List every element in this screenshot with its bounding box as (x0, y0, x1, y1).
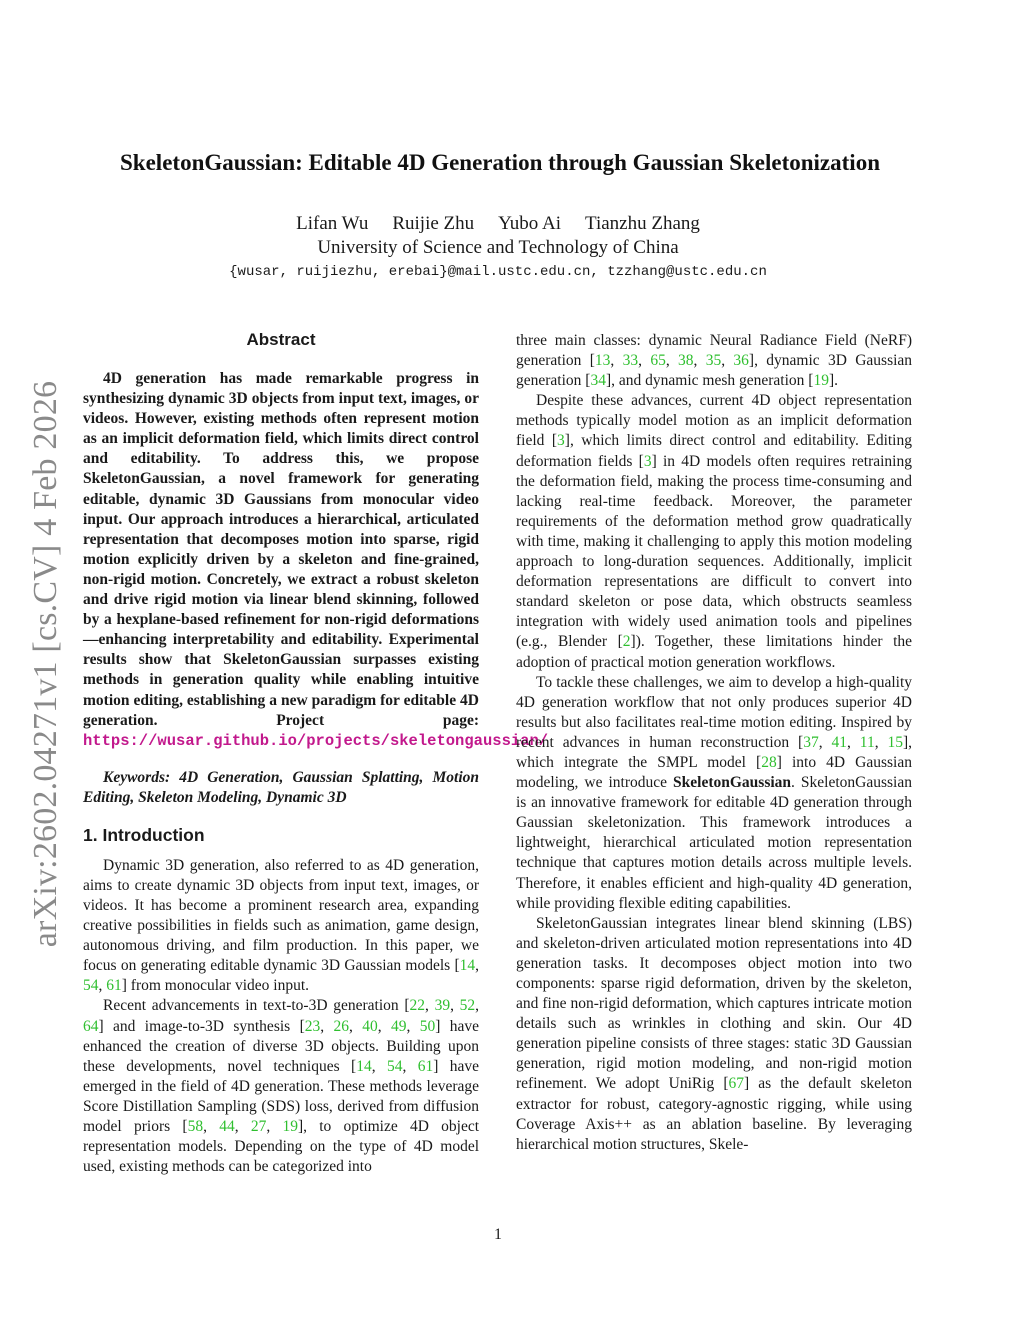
citation-link[interactable]: 27 (250, 1118, 267, 1135)
author: Lifan Wu (296, 213, 369, 234)
page-number: 1 (494, 1226, 502, 1243)
citation-link[interactable]: 3 (643, 452, 652, 470)
project-page-link[interactable]: https://wusar.github.io/projects/skeletongaussian/ (83, 731, 549, 750)
citation-link[interactable]: 38 (678, 352, 694, 370)
citation-link[interactable]: 37 (803, 733, 819, 751)
intro-paragraph: Despite these advances, current 4D object representation methods typically model motion as an implicit deformation field [3], which limits direct control and editability. Editing deformation fields [3] in 4D models often requires retraining the deformation field, making the process time-consuming and lacking real-time feedback. Moreover, the parameter requirements of the deformation method grow quadratically with time, making it challenging to apply this motion modeling approach to long-duration sequences. Additionally, implicit deformation representations are difficult to convert into standard skeleton or pose data, which obstructs seamless integration with widely used animation tools and pipelines (e.g., Blender [2]). Together, these limitations hinder the adoption of practical motion generation workflows. (516, 392, 913, 671)
citation-link[interactable]: 19 (813, 372, 829, 390)
right-column (516, 331, 912, 1155)
citation-link[interactable]: 2 (622, 633, 631, 651)
citation-link[interactable]: 28 (761, 753, 777, 771)
citation-link[interactable]: 41 (831, 733, 847, 751)
author: Ruijie Zhu (392, 213, 475, 234)
citation-link[interactable]: 14 (356, 1057, 372, 1075)
intro-paragraph: Dynamic 3D generation, also referred to as 4D generation, aims to create dynamic 3D objects from input text, images, or videos. It has become a prominent research area, expanding creative possibilities in fields such as animation, game design, autonomous driving, and film production. In this paper, we focus on generating editable dynamic 3D Gaussian models [14, 54, 61] from monocular video input. (83, 856, 479, 995)
citation-link[interactable]: 65 (650, 352, 666, 370)
citation-link[interactable]: 26 (333, 1017, 349, 1035)
author-list (0, 213, 996, 235)
citation-link[interactable]: 50 (419, 1017, 436, 1035)
left-column (83, 328, 549, 1177)
citation-link[interactable]: 39 (434, 997, 451, 1015)
citation-link[interactable]: 61 (106, 977, 122, 995)
citation-link[interactable]: 67 (728, 1075, 745, 1093)
abstract-heading: Abstract (246, 330, 316, 349)
abstract-text: 4D generation has made remarkable progress in synthesizing dynamic 3D objects from input text, images, or videos. However, existing methods often represent motion as an implicit deformation field, which limits direct control and editability. To address this, we propose SkeletonGaussian, a novel framework for generating editable, dynamic 3D Gaussians from monocular video input. Our approach introduces a hierarchical, articulated representation that decomposes motion into sparse, rigid motion explicitly driven by a skeleton and fine-grained, non-rigid motion. Concretely, we extract a robust skeleton and drive rigid motion via linear blend skinning, followed by a hexplane-based refinement for non-rigid deformations—enhancing interpretability and editability. Experimental results show that SkeletonGaussian surpasses existing methods in generation quality while enabling intuitive motion editing, establishing a new paradigm for editable 4D generation. Project page: (83, 370, 479, 729)
citation-link[interactable]: 23 (304, 1017, 321, 1035)
citation-link[interactable]: 33 (622, 352, 639, 370)
paper-title: SkeletonGaussian: Editable 4D Generation through Gaussian Skeletonization (120, 150, 880, 175)
citation-link[interactable]: 54 (83, 977, 99, 995)
citation-link[interactable]: 3 (557, 432, 565, 450)
citation-link[interactable]: 44 (219, 1118, 235, 1135)
author-emails: {wusar, ruijiezhu, erebai}@mail.ustc.edu.cn, tzzhang@ustc.edu.cn (229, 264, 767, 280)
citation-link[interactable]: 49 (390, 1017, 407, 1035)
arxiv-identifier: arXiv:2602.04271v1 [cs.CV] 4 Feb 2026 (27, 380, 64, 948)
arxiv-stamp (16, 378, 76, 950)
citation-link[interactable]: 13 (594, 352, 611, 370)
citation-link[interactable]: 58 (187, 1118, 204, 1135)
citation-link[interactable]: 36 (733, 352, 749, 370)
citation-link[interactable]: 34 (590, 372, 606, 390)
citation-link[interactable]: 61 (417, 1057, 434, 1075)
citation-link[interactable]: 35 (705, 352, 722, 370)
framework-name: SkeletonGaussian (673, 774, 792, 792)
section-heading-introduction: 1. Introduction (83, 824, 205, 845)
citation-link[interactable]: 11 (859, 733, 875, 751)
author: Yubo Ai (498, 213, 561, 234)
citation-link[interactable]: 54 (386, 1057, 403, 1075)
citation-link[interactable]: 14 (459, 957, 476, 975)
intro-paragraph: three main classes: dynamic Neural Radiance Field (NeRF) generation [13, 33, 65, 38, 35, 36], dynamic 3D Gaussian generation [34], and dynamic mesh generation [19]. (516, 332, 913, 390)
keywords: Keywords: 4D Generation, Gaussian Splatting, Motion Editing, Skeleton Modeling, Dynamic 3D (83, 768, 479, 806)
affiliation: University of Science and Technology of China (317, 237, 679, 258)
abstract-body (83, 369, 549, 751)
citation-link[interactable]: 22 (409, 997, 425, 1015)
citation-link[interactable]: 15 (887, 733, 903, 751)
citation-link[interactable]: 52 (459, 997, 476, 1015)
author: Tianzhu Zhang (585, 213, 700, 234)
intro-paragraph: To tackle these challenges, we aim to develop a high-quality 4D generation workflow that not only produces superior 4D results but also facilitates real-time motion editing. Inspired by recent advances in human reconstruction [37, 41, 11, 15], which integrate the SMPL model [28] into 4D Gaussian modeling, we introduce SkeletonGaussian. SkeletonGaussian is an innovative framework for editable 4D generation through Gaussian skeletonization. This framework introduces a lightweight, hierarchical articulated motion representation technique that captures motion details across multiple levels. Therefore, it enables efficient and high-quality 4D generation, while providing flexible editing capabilities. (516, 673, 913, 912)
citation-link[interactable]: 64 (83, 1017, 99, 1035)
intro-paragraph: SkeletonGaussian integrates linear blend skinning (LBS) and skeleton-driven articulated motion representations into 4D generation tasks. It decomposes object motion into two components: sparse rigid deformation, driven by the skeleton, and fine non-rigid deformation, which captures intricate motion details such as wrinkles in clothing and skin. Our 4D generation pipeline consists of three stages: static 3D Gaussian generation, rigid motion modeling, and non-rigid motion refinement. We adopt UniRig [67] as the default skeleton extractor for robust, category-agnostic rigging, while using Coverage Axis++ as an ablation baseline. By leveraging hierarchical motion structures, Skele- (516, 914, 912, 1153)
citation-link[interactable]: 40 (362, 1017, 378, 1035)
intro-paragraph: Recent advancements in text-to-3D generation [22, 39, 52, 64] and image-to-3D synthesis [23, 26, 40, 49, 50] have enhanced the creation of diverse 3D objects. Building upon these developments, novel techniques [14, 54, 61] have emerged in the field of 4D generation. These methods leverage Score Distillation Sampling (SDS) loss, derived from diffusion model priors [58, 44, 27, 19], to optimize 4D object representation models. Depending on the type of 4D model used, existing methods can be categorized into (83, 997, 480, 1176)
citation-link[interactable]: 19 (282, 1118, 298, 1135)
